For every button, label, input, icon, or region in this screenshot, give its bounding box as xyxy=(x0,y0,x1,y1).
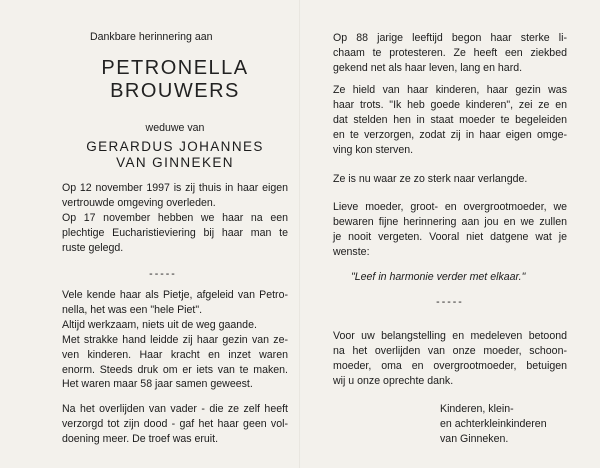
wish-quote: "Leef in harmonie verder met elkaar." xyxy=(351,271,526,283)
text-line: Ze is nu waar ze zo sterk naar verlangde. xyxy=(333,173,528,185)
text-line: Het waren maar 58 jaar samen geweest. xyxy=(62,378,253,391)
text-line: verzorgd tot zijn dood - gaf het haar geen vol- xyxy=(62,417,288,430)
deceased-last-name: BROUWERS xyxy=(110,80,240,102)
text-line: Op 17 november hebben we haar na een xyxy=(62,212,288,224)
deceased-first-name: PETRONELLA xyxy=(101,57,249,79)
after-father-paragraph xyxy=(62,402,288,447)
text-line: Ze hield van haar kinderen, haar gezin was xyxy=(333,84,567,96)
text-line: ven kinderen. Haar kracht en inzet waren xyxy=(62,348,288,361)
signature-line: van Ginneken. xyxy=(440,432,509,445)
text-line: je nooit vergeten. Vooral niet datgene wat je xyxy=(333,230,567,243)
husband-first-names: GERARDUS JOHANNES xyxy=(86,139,264,154)
text-line: plechtige Eucharistieviering bij haar man te xyxy=(62,226,288,239)
remembrance-paragraph xyxy=(333,200,567,260)
text-line: haar trots. "Ik heb goede kinderen", zei ze en xyxy=(333,98,567,111)
text-line: gekend net als haar leven, lang en hard. xyxy=(333,61,523,74)
text-line: wenste: xyxy=(333,245,370,258)
separator-dashes: ----- xyxy=(436,296,464,308)
text-line: bewaren fijne herinnering aan jou en we zullen xyxy=(333,215,567,228)
text-line: wij u onze oprechte dank. xyxy=(333,374,454,387)
children-paragraph xyxy=(333,83,567,158)
text-line: Altijd werkzaam, niets uit de weg gaande. xyxy=(62,318,257,331)
text-line: Na het overlijden van vader - die ze zelf heeft xyxy=(62,403,288,415)
signature-block xyxy=(440,402,547,447)
text-line: chaam te protesteren. Ze heeft een ziekbed xyxy=(333,46,567,59)
text-line: vertrouwde omgeving overleden. xyxy=(62,196,216,209)
card-fold xyxy=(299,0,301,468)
death-paragraph xyxy=(62,181,288,211)
text-line: nella, het was een "hele Piet". xyxy=(62,303,203,316)
thanks-paragraph xyxy=(333,329,567,389)
signature-line: Kinderen, klein- xyxy=(440,403,514,415)
illness-paragraph xyxy=(333,31,567,76)
text-line: dat stelden hen in staat moeder te begeleiden xyxy=(333,113,567,126)
text-line: Vele kende haar als Pietje, afgeleid van Petro- xyxy=(62,289,288,301)
widow-of-text: weduwe van xyxy=(145,122,205,134)
intro-text: Dankbare herinnering aan xyxy=(90,31,213,43)
burial-paragraph xyxy=(62,211,288,256)
text-line: doening meer. De troef was eruit. xyxy=(62,432,219,445)
text-line: ving kon sterven. xyxy=(333,143,414,156)
text-line: enorm. Steeds druk om er iets van te maken. xyxy=(62,363,288,376)
text-line: moeder, oma en overgrootmoeder, betuigen xyxy=(333,359,567,372)
longing-paragraph xyxy=(333,172,567,187)
text-line: ruste gelegd. xyxy=(62,241,124,254)
signature-line: en achterkleinkinderen xyxy=(440,417,547,430)
text-line: Lieve moeder, groot- en overgrootmoeder, we xyxy=(333,201,567,213)
separator-dashes: ----- xyxy=(149,268,177,280)
life-paragraph xyxy=(62,288,288,392)
text-line: Op 12 november 1997 is zij thuis in haar eigen xyxy=(62,182,288,194)
text-line: en te verzorgen, zodat zij in haar eigen omge- xyxy=(333,128,567,141)
text-line: na het overlijden van onze moeder, schoon- xyxy=(333,344,567,357)
text-line: Met strakke hand leidde zij haar gezin van ze- xyxy=(62,333,288,346)
text-line: Voor uw belangstelling en medeleven betoond xyxy=(333,330,567,342)
husband-last-name: VAN GINNEKEN xyxy=(116,155,234,170)
text-line: Op 88 jarige leeftijd begon haar sterke li- xyxy=(333,32,567,44)
